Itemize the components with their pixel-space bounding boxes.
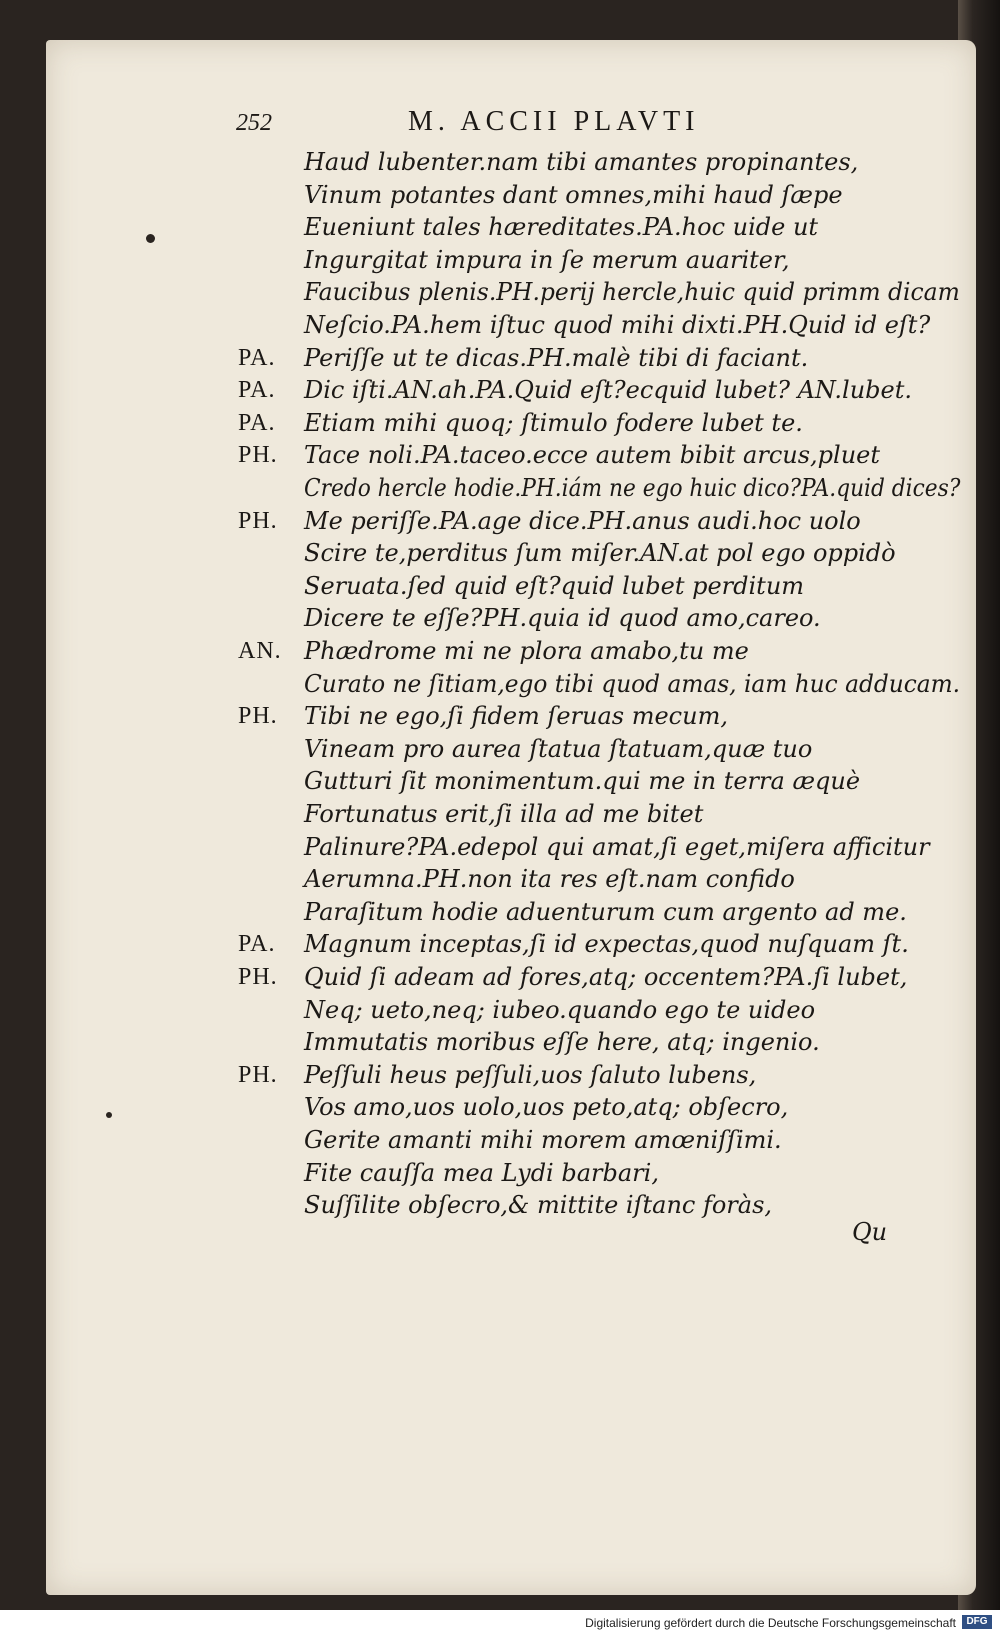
verse-line: Faucibus plenis.PH.perij hercle,huic quid primm dicam [304, 278, 960, 306]
verse-line: Seruata.ſed quid eſt?quid lubet perditum [304, 572, 805, 600]
verse-line: Tace noli.PA.taceo.ecce autem bibit arcus,pluet [304, 441, 881, 469]
verse-line: Periſſe ut te dicas.PH.malè tibi di faciant. [304, 344, 809, 372]
speaker-label: PH. [238, 442, 278, 468]
verse-line: Palinure?PA.edepol qui amat,ſi eget,miſera afficitur [304, 833, 930, 861]
verse-line: Me periſſe.PA.age dice.PH.anus audi.hoc uolo [304, 507, 861, 535]
speaker-label: AN. [238, 638, 282, 664]
ink-spot-mark [106, 1112, 112, 1118]
ink-blot-mark [146, 234, 155, 243]
speaker-label: PH. [238, 508, 278, 534]
verse-line: Suſſilite obſecro,& mittite iſtanc foràs, [304, 1191, 773, 1219]
verse-line: Aerumna.PH.non ita res eſt.nam confido [304, 865, 795, 893]
verse-line: Scire te,perditus ſum miſer.AN.at pol ego oppidò [304, 539, 896, 567]
speaker-label: PH. [238, 703, 278, 729]
verse-line: Immutatis moribus eſſe here, atq; ingenio. [304, 1028, 820, 1056]
verse-line: Curato ne ſitiam,ego tibi quod amas, iam huc adducam. [304, 670, 961, 698]
verse-line: Fortunatus erit,ſi illa ad me bitet [304, 800, 704, 828]
verse-line: Gutturi ſit monimentum.qui me in terra æquè [304, 767, 861, 795]
verse-line: Quid ſi adeam ad fores,atq; occentem?PA.ſi lubet, [304, 963, 908, 991]
dfg-logo-icon: DFG [962, 1615, 992, 1629]
verse-line: Peſſuli heus peſſuli,uos ſaluto lubens, [304, 1061, 757, 1089]
verse-line: Credo hercle hodie.PH.iám ne ego huic dico?PA.quid dices? [304, 474, 961, 502]
verse-line: Vineam pro aurea ſtatua ſtatuam,quæ tuo [304, 735, 813, 763]
verse-line: Eueniunt tales hæreditates.PA.hoc uide ut [304, 213, 819, 241]
verse-line: Neſcio.PA.hem iſtuc quod mihi dixti.PH.Quid id eſt? [304, 311, 931, 339]
verse-line: Vos amo,uos uolo,uos peto,atq; obſecro, [304, 1093, 789, 1121]
verse-line: Etiam mihi quoq; ſtimulo fodere lubet te. [304, 409, 803, 437]
verse-line: Vinum potantes dant omnes,mihi haud ſæpe [304, 181, 843, 209]
page-number: 252 [236, 110, 272, 136]
verse-line: Dicere te eſſe?PH.quia id quod amo,careo. [304, 604, 821, 632]
speaker-label: PA. [238, 410, 276, 436]
speaker-label: PH. [238, 964, 278, 990]
verse-line: Neq; ueto,neq; iubeo.quando ego te uideo [304, 996, 816, 1024]
verse-line: Phædrome mi ne plora amabo,tu me [304, 637, 749, 665]
catchword: Qu [852, 1218, 888, 1246]
speaker-label: PA. [238, 377, 276, 403]
verse-line: Paraſitum hodie aduenturum cum argento ad me. [304, 898, 907, 926]
verse-line: Dic iſti.AN.ah.PA.Quid eſt?ecquid lubet? AN.lubet. [304, 376, 912, 404]
footer-credit: Digitalisierung gefördert durch die Deutsche Forschungsgemeinschaft [585, 1616, 956, 1630]
footer-bar [0, 1610, 1000, 1636]
verse-line: Tibi ne ego,ſi fidem ſeruas mecum, [304, 702, 728, 730]
verse-line: Magnum inceptas,ſi id expectas,quod nuſquam ſt. [304, 930, 909, 958]
verse-line: Haud lubenter.nam tibi amantes propinantes, [304, 148, 859, 176]
verse-line: Gerite amanti mihi morem amœniſſimi. [304, 1126, 782, 1154]
speaker-label: PA. [238, 345, 276, 371]
running-title: M. ACCII PLAVTI [408, 106, 700, 137]
speaker-label: PH. [238, 1062, 278, 1088]
speaker-label: PA. [238, 931, 276, 957]
verse-line: Ingurgitat impura in ſe merum auariter, [304, 246, 790, 274]
verse-line: Fite cauſſa mea Lydi barbari, [304, 1159, 659, 1187]
